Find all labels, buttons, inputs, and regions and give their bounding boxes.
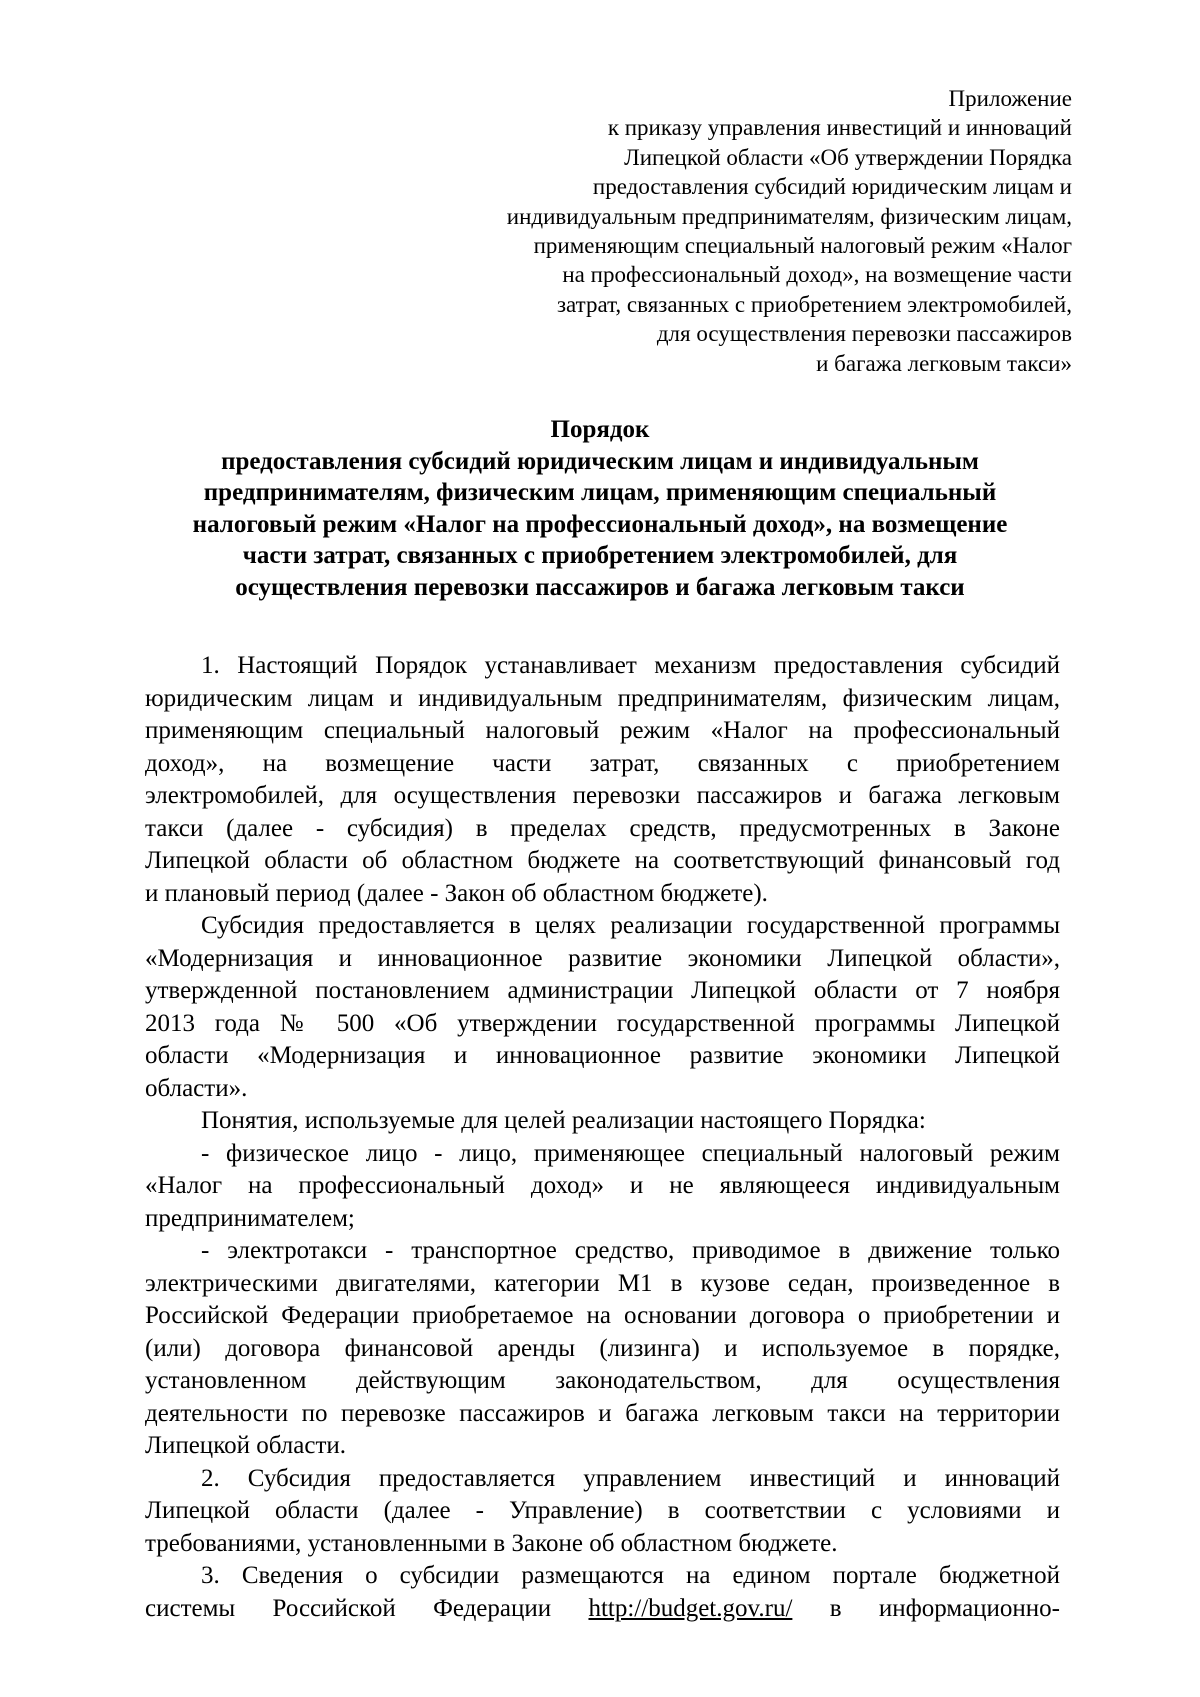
title-line: части затрат, связанных с приобретением электромобилей, для: [242, 542, 958, 569]
appendix-line: для осуществления перевозки пассажиров: [656, 321, 1072, 347]
title-line: осуществления перевозки пассажиров и багажа легковым такси: [235, 573, 965, 601]
appendix-line: индивидуальным предпринимателям, физическим лицам,: [506, 203, 1072, 229]
appendix-line: на профессиональный доход», на возмещение части: [562, 262, 1072, 288]
paragraph-1-line: применяющим специальный налоговый режим «Налог на профессиональный: [145, 717, 1060, 744]
paragraph-3-clause-line: [145, 1593, 1060, 1626]
title-line: предоставления субсидий юридическим лицам и индивидуальным: [221, 447, 979, 475]
clause-text: в информационно-: [829, 1594, 1060, 1622]
paragraph-1-line: и плановый период (далее - Закон об областном бюджете).: [145, 879, 768, 907]
paragraph-3-clause-line: 3. Сведения о субсидии размещаются на едином портале бюджетной: [201, 1562, 1060, 1589]
definition-electrotaxi-line: (или) договора финансовой аренды (лизинга) и используемое в порядке,: [145, 1334, 1060, 1362]
title-line: налоговый режим «Налог на профессиональный доход», на возмещение: [192, 510, 1008, 538]
appendix-line: и багажа легковым такси»: [816, 350, 1072, 376]
paragraph-2-line: области».: [145, 1074, 248, 1102]
paragraph-2-clause-line: требованиями, установленными в Законе об областном бюджете.: [145, 1529, 838, 1557]
appendix-line: предоставления субсидий юридическим лицам и: [592, 174, 1072, 200]
definition-electrotaxi-line: - электротакси - транспортное средство, приводимое в движение только: [201, 1237, 1060, 1264]
definition-electrotaxi-line: Липецкой области.: [145, 1432, 347, 1459]
document-title: [140, 414, 1060, 603]
definition-individual-line: предпринимателем;: [145, 1204, 355, 1232]
budget-portal-link[interactable]: http://budget.gov.ru/: [588, 1594, 793, 1622]
paragraph-1-line: электромобилей, для осуществления перевозки пассажиров и багажа легковым: [145, 782, 1060, 809]
paragraph-2-line: «Модернизация и инновационное развитие экономики Липецкой области»,: [145, 944, 1060, 972]
title-line: предпринимателям, физическим лицам, применяющим специальный: [203, 479, 997, 506]
paragraph-2-line: области «Модернизация и инновационное развитие экономики Липецкой: [145, 1042, 1060, 1069]
document-body: [145, 650, 1060, 1625]
definition-individual-line: «Налог на профессиональный доход» и не являющееся индивидуальным: [145, 1172, 1060, 1199]
appendix-header: [312, 84, 1072, 378]
clause-text: системы Российской Федерации: [145, 1594, 552, 1622]
paragraph-1-line: такси (далее - субсидия) в пределах средств, предусмотренных в Законе: [145, 814, 1060, 842]
appendix-line: Липецкой области «Об утверждении Порядка: [624, 144, 1072, 170]
paragraph-2-line: Субсидия предоставляется в целях реализации государственной программы: [201, 912, 1060, 939]
appendix-line: Приложение: [948, 86, 1072, 111]
appendix-line: затрат, связанных с приобретением электромобилей,: [556, 291, 1072, 317]
paragraph-1-line: юридическим лицам и индивидуальным предпринимателям, физическим лицам,: [145, 684, 1060, 712]
paragraph-2-line: утвержденной постановлением администрации Липецкой области от 7 ноября: [145, 977, 1060, 1004]
paragraph-2-clause-line: 2. Субсидия предоставляется управлением инвестиций и инноваций: [201, 1464, 1060, 1492]
appendix-line: к приказу управления инвестиций и инноваций: [607, 115, 1072, 141]
definition-individual-line: - физическое лицо - лицо, применяющее специальный налоговый режим: [201, 1139, 1060, 1167]
definition-electrotaxi-line: установленном действующим законодательством, для осуществления: [145, 1367, 1060, 1394]
paragraph-2-clause-line: Липецкой области (далее - Управление) в соответствии с условиями и: [145, 1497, 1060, 1524]
definition-electrotaxi-line: Российской Федерации приобретаемое на основании договора о приобретении и: [145, 1302, 1060, 1329]
paragraph-1-line: 1. Настоящий Порядок устанавливает механизм предоставления субсидий: [201, 652, 1060, 679]
paragraph-3-line: Понятия, используемые для целей реализации настоящего Порядка:: [201, 1107, 926, 1134]
appendix-line: применяющим специальный налоговый режим «Налог: [533, 233, 1072, 259]
paragraph-1-line: Липецкой области об областном бюджете на соответствующий финансовый год: [145, 847, 1060, 874]
definition-electrotaxi-line: электрическими двигателями, категории М1 в кузове седан, произведенное в: [145, 1269, 1060, 1297]
title-heading: Порядок: [550, 416, 650, 443]
paragraph-1-line: доход», на возмещение части затрат, связанных с приобретением: [145, 749, 1060, 777]
paragraph-2-line: 2013 года № 500 «Об утверждении государственной программы Липецкой: [145, 1009, 1060, 1037]
definition-electrotaxi-line: деятельности по перевозке пассажиров и багажа легковым такси на территории: [145, 1399, 1060, 1427]
